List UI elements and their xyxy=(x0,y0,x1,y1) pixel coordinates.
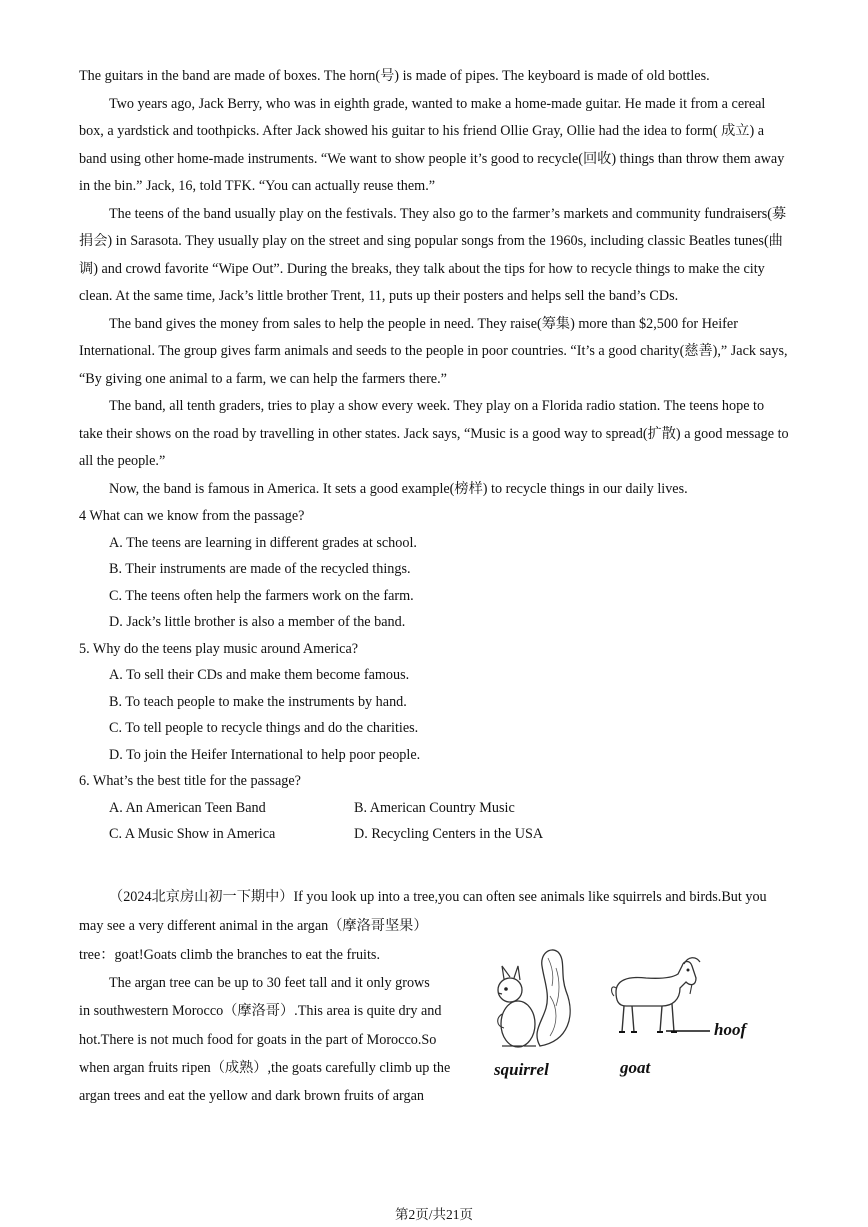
passage-two-intro-text: （2024北京房山初一下期中）If you look up into a tree,you can often see animals like squirrels and birds.But you may see a very different animal in the argan（摩洛哥坚果） xyxy=(79,889,767,934)
option-a: A. An American Teen Band xyxy=(109,799,266,816)
paragraph-4: The band, all tenth graders, tries to play a show every week. They play on a Florida radio station. The teens hope to take their shows on the road by travelling in other states. Jack says, “Music is a good way to spread(扩散) a good message to all the people.” xyxy=(79,398,789,469)
option-b: B. To teach people to make the instruments by hand. xyxy=(109,693,407,710)
option-c: C. The teens often help the farmers work on the farm. xyxy=(109,587,414,604)
option-row-1 xyxy=(79,795,791,822)
passage-two-intro xyxy=(79,883,791,941)
question-stem: 5. Why do the teens play music around America? xyxy=(79,640,359,657)
option-row-2 xyxy=(79,821,791,848)
option-b: B. Their instruments are made of the recycled things. xyxy=(109,561,411,577)
option-a: A. The teens are learning in different grades at school. xyxy=(109,534,417,551)
question-4 xyxy=(79,503,791,636)
option-c: C. To tell people to recycle things and do the charities. xyxy=(109,720,419,736)
question-stem: 4 What can we know from the passage? xyxy=(79,508,305,524)
question-stem: 6. What’s the best title for the passage? xyxy=(79,773,301,789)
paragraph-3: The band gives the money from sales to help the people in need. They raise(筹集) more than $2,500 for Heifer International. The group gives farm animals and seeds to the people in poor countries. “It’s a good charity(慈善),” Jack says, “By giving one animal to a farm, we can help the farmers there.” xyxy=(79,315,788,387)
hoof-label: hoof xyxy=(714,1020,747,1039)
option-a: A. To sell their CDs and make them become famous. xyxy=(109,667,410,683)
line-5: when argan fruits ripen（成熟）,the goats carefully climb up the xyxy=(79,1059,451,1076)
question-6 xyxy=(79,768,791,848)
option-d: D. Recycling Centers in the USA xyxy=(354,826,544,842)
line-3: in southwestern Morocco（摩洛哥）.This area is quite dry and xyxy=(79,1003,442,1020)
question-5 xyxy=(79,636,791,769)
squirrel-label: squirrel xyxy=(494,1060,549,1079)
paragraph-0: The guitars in the band are made of boxes. The horn(号) is made of pipes. The keyboard is made of old bottles. xyxy=(79,68,710,84)
paragraph-5: Now, the band is famous in America. It sets a good example(榜样) to recycle things in our daily lives. xyxy=(109,480,688,497)
animal-illustration xyxy=(486,942,762,1090)
line-4: hot.There is not much food for goats in the part of Morocco.So xyxy=(79,1031,437,1048)
squirrel-drawing xyxy=(488,946,578,1056)
option-d: D. To join the Heifer International to help poor people. xyxy=(109,746,421,763)
line-1: tree：goat!Goats climb the branches to eat the fruits. xyxy=(79,947,380,963)
page-number: 第2页/共21页 xyxy=(394,1207,473,1222)
line-2: The argan tree can be up to 30 feet tall and it only grows xyxy=(109,975,430,992)
paragraph-2: The teens of the band usually play on the festivals. They also go to the farmer’s markets and community fundraisers(募捐会) in Sarasota. They usually play on the street and sing popular songs from the 1960s, including classic Beatles tunes(曲调) and crowd favorite “Wipe Out”. During the breaks, they talk about the tips for how to recycle things to make the city clean. At the same time, Jack’s little brother Trent, 11, puts up their posters and helps sell the band’s CDs. xyxy=(79,205,787,304)
option-b: B. American Country Music xyxy=(354,799,515,816)
paragraph-1: Two years ago, Jack Berry, who was in eighth grade, wanted to make a home-made guitar. He made it from a cereal box, a yardstick and toothpicks. After Jack showed his guitar to his friend Ollie Gray, Ollie had the idea to form( 成立) a band using other home-made instruments. “We want to show people it’s good to recycle(回收) things than throw them away in the bin.” Jack, 16, told TFK. “You can actually reuse them.” xyxy=(79,95,785,194)
passage-two-body xyxy=(79,941,474,1110)
line-6: argan trees and eat the yellow and dark brown fruits of argan xyxy=(79,1088,424,1105)
passage-one xyxy=(79,63,791,848)
option-c: C. A Music Show in America xyxy=(109,826,276,842)
option-d: D. Jack’s little brother is also a member of the band. xyxy=(109,614,406,630)
goat-label: goat xyxy=(620,1058,651,1077)
